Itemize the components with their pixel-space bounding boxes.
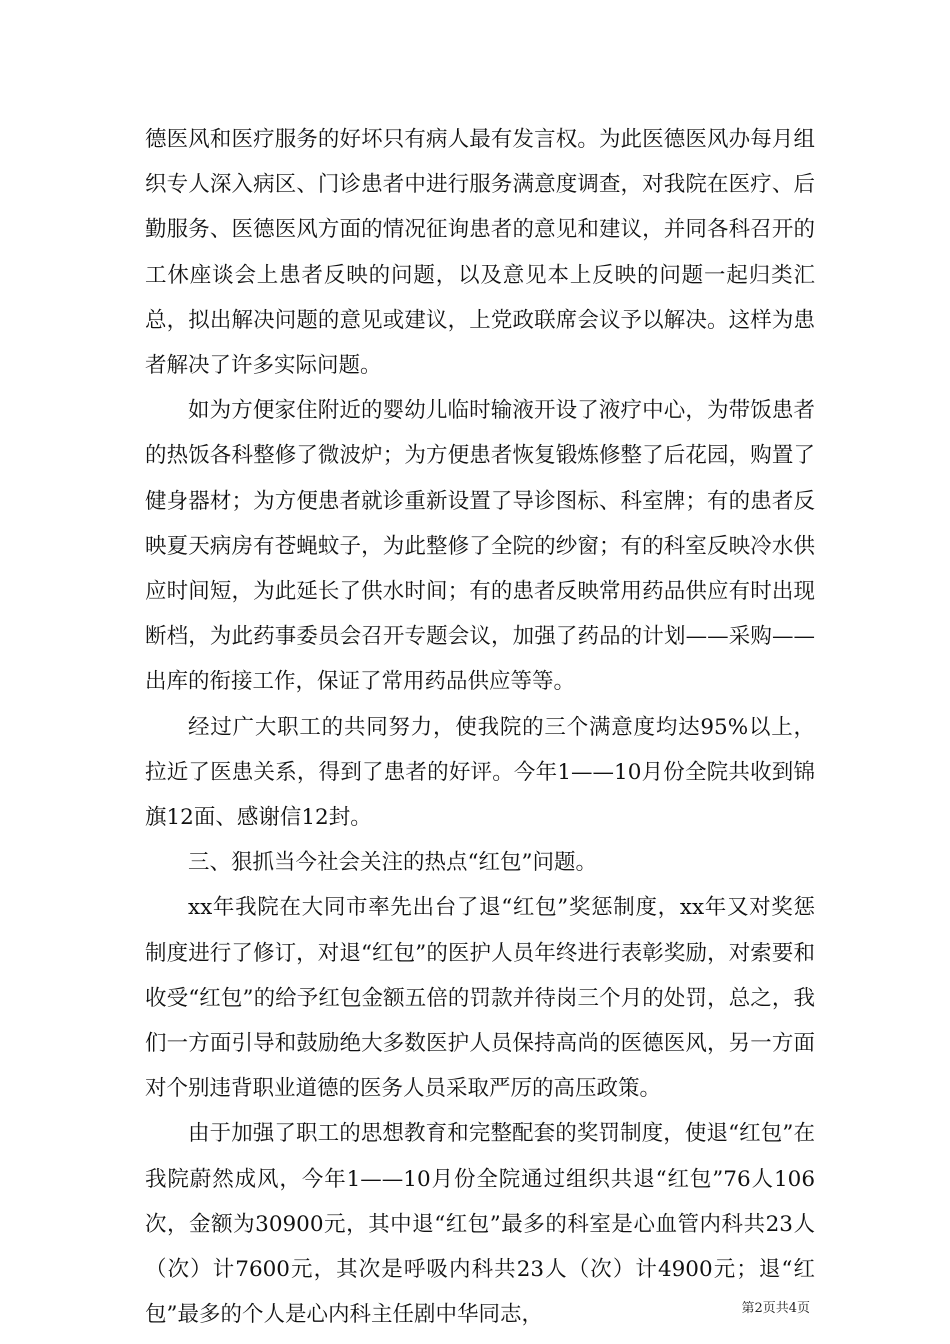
page-number: 第2页共4页 (741, 1301, 810, 1316)
paragraph-1: 德医风和医疗服务的好坏只有病人最有发言权。为此医德医风办每月组织专人深入病区、门诊患者中进行服务满意度调查，对我院在医疗、后勤服务、医德医风方面的情况征询患者的意见和建议，并同各科召开的工休座谈会上患者反映的问题，以及意见本上反映的问题一起归类汇总，拟出解决问题的意见或建议，上党政联席会议予以解决。这样为患者解决了许多实际问题。 (145, 127, 815, 379)
paragraph-3: 经过广大职工的共同努力，使我院的三个满意度均达95%以上，拉近了医患关系，得到了患者的好评。今年1——10月份全院共收到锦旗12面、感谢信12封。 (145, 714, 815, 831)
body-text (145, 117, 815, 1337)
section-heading: 三、狠抓当今社会关注的热点“红包”问题。 (188, 850, 597, 876)
paragraph-4: xx年我院在大同市率先出台了退“红包”奖惩制度，xx年又对奖惩制度进行了修订，对退“红包”的医护人员年终进行表彰奖励，对索要和收受“红包”的给予红包金额五倍的罚款并待岗三个月的处罚，总之，我们一方面引导和鼓励绝大多数医护人员保持高尚的医德医风，另一方面对个别违背职业道德的医务人员采取严厉的高压政策。 (145, 895, 815, 1102)
paragraph-2: 如为方便家住附近的婴幼儿临时输液开设了液疗中心，为带饭患者的热饭各科整修了微波炉；为方便患者恢复锻炼修整了后花园，购置了健身器材；为方便患者就诊重新设置了导诊图标、科室牌；有的患者反映夏天病房有苍蝇蚊子，为此整修了全院的纱窗；有的科室反映冷水供应时间短，为此延长了供水时间；有的患者反映常用药品供应有时出现断档，为此药事委员会召开专题会议，加强了药品的计划——采购——出库的衔接工作，保证了常用药品供应等等。 (145, 398, 815, 695)
paragraph-5: 由于加强了职工的思想教育和完整配套的奖罚制度，使退“红包”在我院蔚然成风，今年1——10月份全院通过组织共退“红包”76人106次，金额为30900元，其中退“红包”最多的科室是心血管内科共23人（次）计7600元，其次是呼吸内科共23人（次）计4900元；退“红包”最多的个人是心内科主任剧中华同志， (145, 1121, 815, 1328)
